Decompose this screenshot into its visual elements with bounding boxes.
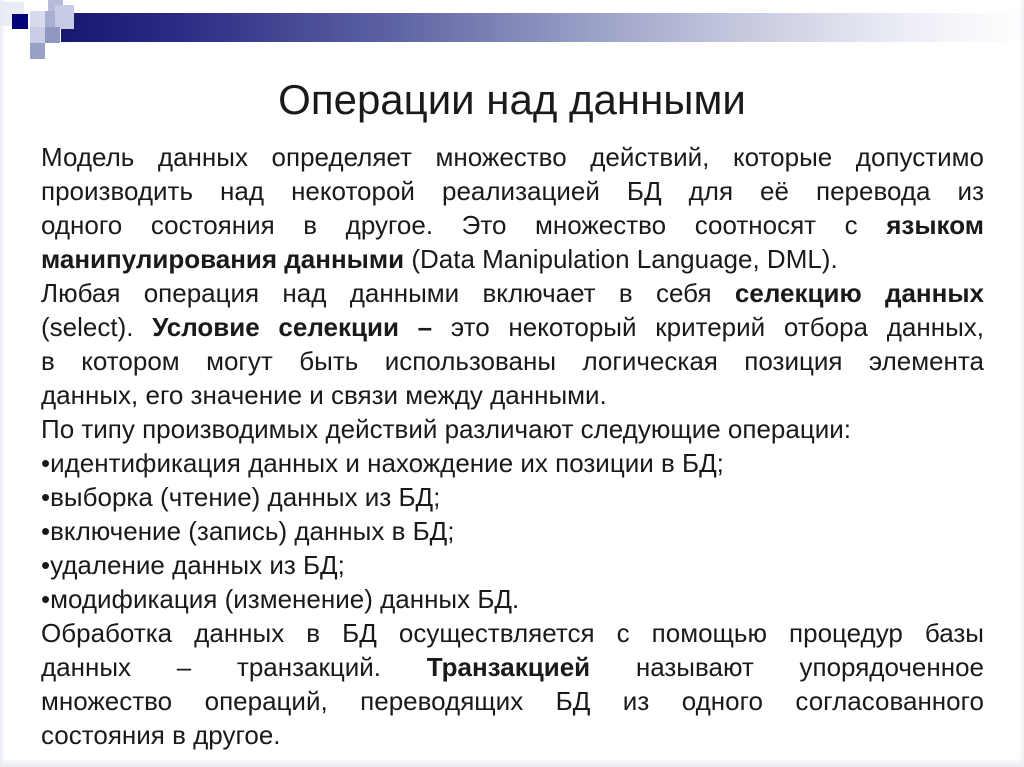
bullet-item [41,582,984,616]
deco-square [45,27,60,43]
text-segment: •модификация (изменение) данных БД. [41,584,520,614]
paragraph-line [41,242,984,276]
bold-text-segment: манипулирования данными [41,244,405,274]
text-segment: •удаление данных из БД; [41,550,345,580]
deco-square [12,14,28,29]
slide-edge [1019,0,1024,767]
bullet-item [41,480,984,514]
paragraph-line [41,310,984,344]
text-segment: данных – транзакций. [41,652,427,682]
deco-square [30,27,45,43]
deco-square [55,5,74,29]
paragraph-line [41,616,984,650]
paragraph-line [41,684,984,718]
bold-text-segment: языком [886,210,984,240]
text-segment: в котором могут быть использованы логическая позиция элемента [41,346,984,376]
header-gradient-bar [61,13,1024,42]
text-segment: •включение (запись) данных в БД; [41,516,455,546]
text-segment: (select). [41,312,153,342]
paragraph-line [41,140,984,174]
bold-text-segment: селекцию данных [734,278,984,308]
text-segment: Модель данных определяет множество действий, которые допустимо [41,142,984,172]
paragraph-line [41,276,984,310]
text-segment: производить над некоторой реализацией БД для её перевода из [41,176,984,206]
bullet-item [41,548,984,582]
bold-text-segment: Транзакцией [426,652,591,682]
text-segment: называют упорядоченное [590,652,984,682]
text-segment: одного состояния в другое. Это множество соотносят с [41,210,887,240]
text-segment: множество операций, переводящих БД из одного согласованного [41,686,984,716]
bullet-item [41,514,984,548]
slide-edge [0,758,1024,767]
deco-square [30,43,45,59]
bold-text-segment: Условие селекции – [152,312,433,342]
paragraph-line [41,412,984,446]
body-text [41,140,984,752]
paragraph-line [41,174,984,208]
paragraph-line [41,378,984,412]
text-segment: Обработка данных в БД осуществляется с помощью процедур базы [41,618,984,648]
bullet-item [41,446,984,480]
text-segment: состояния в другое. [41,720,281,750]
text-segment: По типу производимых действий различают следующие операции: [41,414,852,444]
slide-edge [0,0,5,767]
paragraph-line [41,208,984,242]
paragraph-line [41,718,984,752]
text-segment: •выборка (чтение) данных из БД; [41,482,441,512]
slide-title: Операции над данными [278,76,746,123]
text-segment: это некоторый критерий отбора данных, [432,312,984,342]
text-segment: данных, его значение и связи между данными. [41,380,607,410]
paragraph-line [41,344,984,378]
paragraph-line [41,650,984,684]
text-segment: •идентификация данных и нахождение их позиции в БД; [41,448,724,478]
text-segment: (Data Manipulation Language, DML). [404,244,838,274]
text-segment: Любая операция над данными включает в себя [41,278,735,308]
deco-square [30,11,45,27]
